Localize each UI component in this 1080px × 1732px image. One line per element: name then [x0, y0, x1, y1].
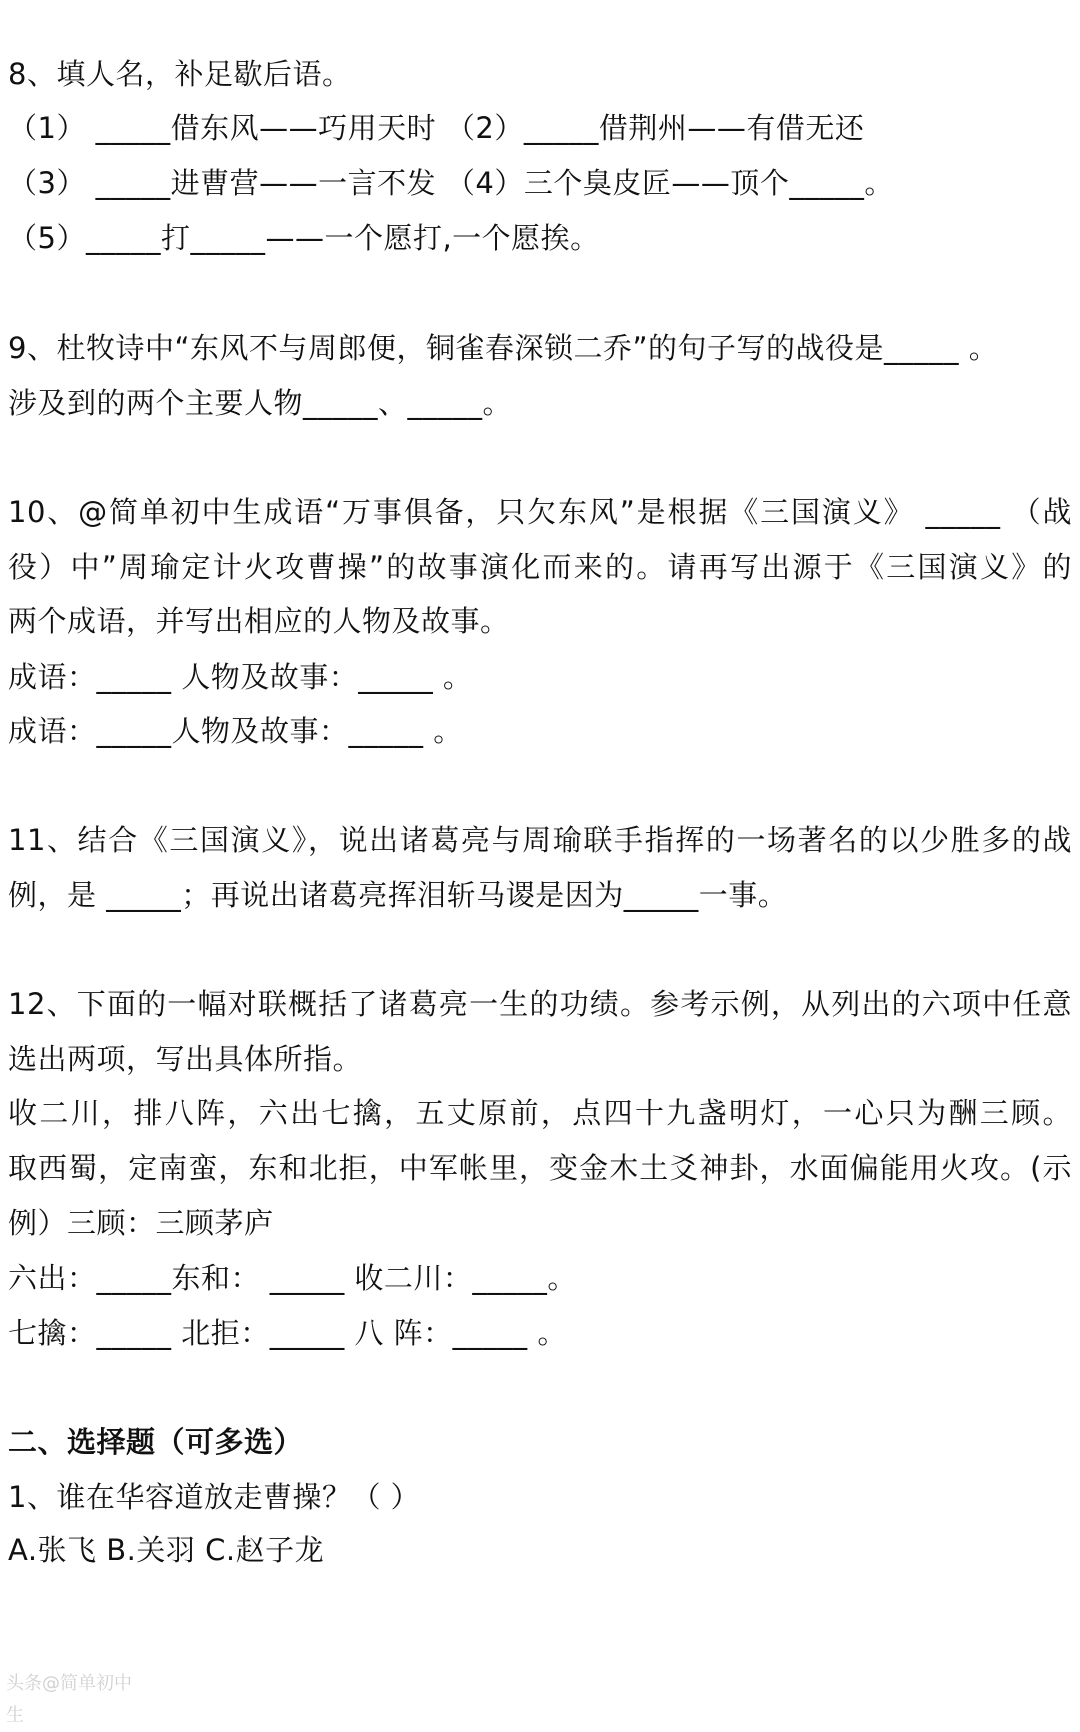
- q12-line3: 收二川，排八阵，六出七擒，五丈原前，点四十九盏明灯，一心只为酬三顾。: [8, 1096, 1072, 1130]
- q11-line2: 例，是 _____；再说出诸葛亮挥泪斩马谡是因为_____一事。: [8, 878, 788, 912]
- q10-line2: 役）中”周瑜定计火攻曹操”的故事演化而来的。请再写出源于《三国演义》的: [8, 550, 1072, 584]
- q12-line2: 选出两项，写出具体所指。: [8, 1042, 363, 1076]
- q12-line7: 七擒：_____ 北拒：_____ 八 阵：_____ 。: [8, 1316, 567, 1350]
- q10-line1: 10、@简单初中生成语“万事俱备，只欠东风”是根据《三国演义》 _____ （战: [8, 495, 1072, 529]
- q10-line5: 成语：_____人物及故事：_____ 。: [8, 714, 463, 748]
- q12-line5: 例）三顾：三顾茅庐: [8, 1206, 274, 1240]
- q10-line4: 成语：_____ 人物及故事：_____ 。: [8, 660, 473, 694]
- q12-line6: 六出：_____东和： _____ 收二川：_____。: [8, 1261, 577, 1295]
- q12-line4: 取西蜀，定南蛮，东和北拒，中军帐里，变金木土爻神卦，水面偏能用火攻。(示: [8, 1151, 1072, 1185]
- q12-line1: 12、下面的一幅对联概括了诸葛亮一生的功绩。参考示例，从列出的六项中任意: [8, 987, 1072, 1021]
- q11-line1: 11、结合《三国演义》，说出诸葛亮与周瑜联手指挥的一场著名的以少胜多的战: [8, 823, 1072, 857]
- q9-line2: 涉及到的两个主要人物_____、_____。: [8, 386, 513, 420]
- q8-row3: （5）_____打_____——一个愿打,一个愿挨。: [8, 221, 600, 255]
- section2-heading: 二、选择题（可多选）: [8, 1425, 304, 1459]
- q8-row2: （3） _____进曹营——一言不发 （4）三个臭皮匠——顶个_____。: [8, 166, 894, 200]
- watermark: 头条@简单初中生: [6, 1673, 132, 1726]
- q9-line1: 9、杜牧诗中“东风不与周郎便，铜雀春深锁二乔”的句子写的战役是_____ 。: [8, 331, 999, 365]
- q10-line3: 两个成语，并写出相应的人物及故事。: [8, 604, 510, 638]
- section2-q1-options: A.张飞 B.关羽 C.赵子龙: [8, 1533, 325, 1567]
- q8-title: 8、填人名，补足歇后语。: [8, 57, 352, 91]
- q8-row1: （1） _____借东风——巧用天时 （2）_____借荆州——有借无还: [8, 111, 865, 145]
- section2-q1-question: 1、谁在华容道放走曹操？（ ）: [8, 1480, 421, 1514]
